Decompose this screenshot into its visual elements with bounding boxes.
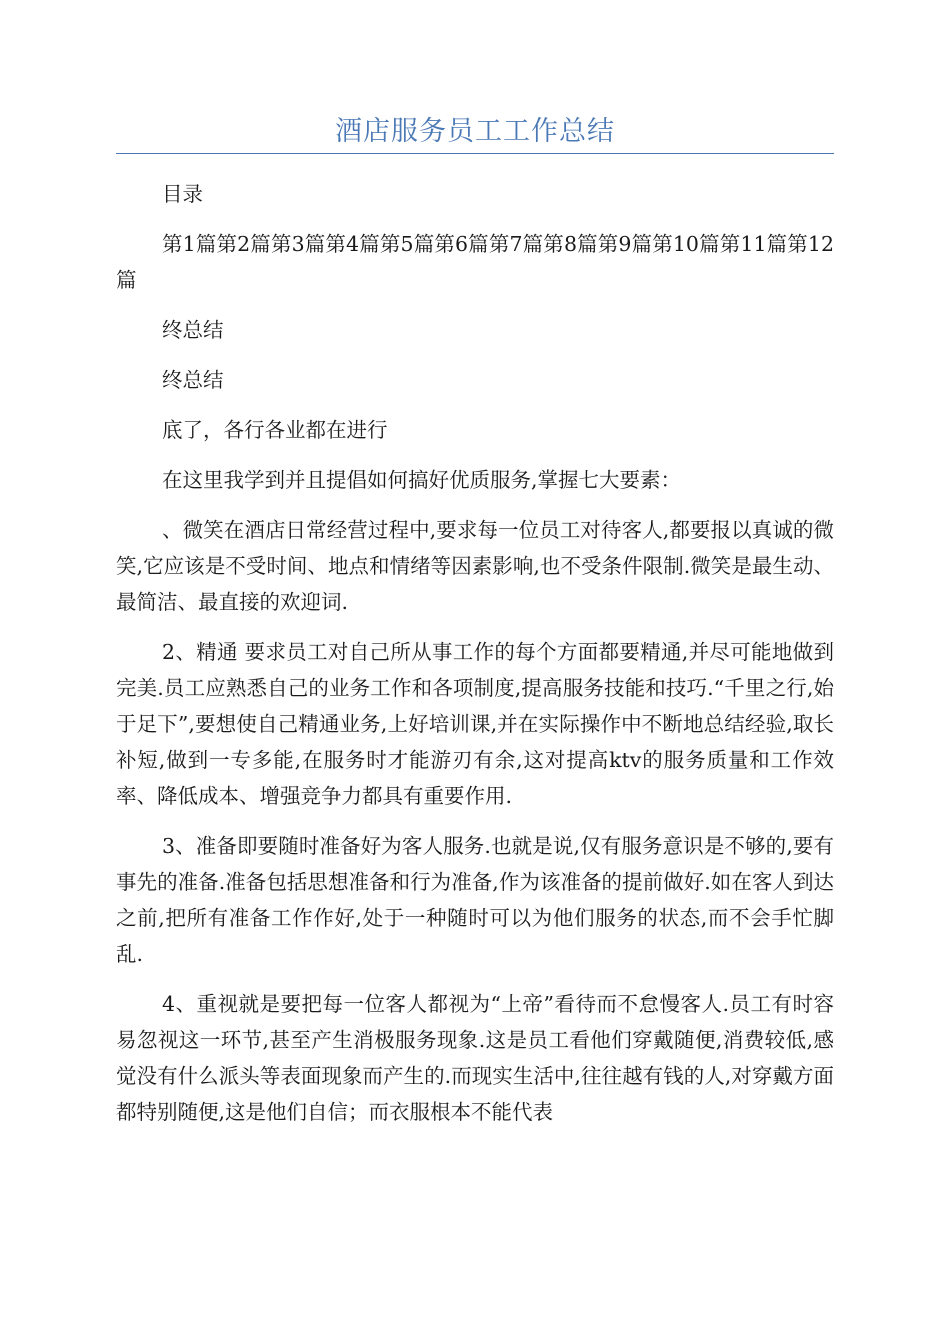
paragraph: 底了，各行各业都在进行 (162, 418, 388, 442)
toc-list: 第1篇第2篇第3篇第4篇第5篇第6篇第7篇第8篇第9篇第10篇第11篇第12篇 (116, 232, 834, 292)
paragraph: 在这里我学到并且提倡如何搞好优质服务,掌握七大要素： (162, 468, 682, 492)
paragraph: 终总结 (162, 318, 224, 342)
paragraph: 2、精通 要求员工对自己所从事工作的每个方面都要精通,并尽可能地做到完美.员工应熟悉自己的业务工作和各项制度,提高服务技能和技巧.“千里之行,始于足下”,要想使自己精通业务,上好培训课,并在实际操作中不断地总结经验,取长补短,做到一专多能,在服务时才能游刃有余,这对提高ktv的服务质量和工作效率、降低成本、增强竞争力都具有重要作用. (116, 640, 834, 808)
paragraph: 、微笑在酒店日常经营过程中,要求每一位员工对待客人,都要报以真诚的微笑,它应该是不受时间、地点和情绪等因素影响,也不受条件限制.微笑是最生动、最简洁、最直接的欢迎词. (116, 518, 834, 614)
document-body (116, 176, 834, 1144)
title-underline (116, 153, 834, 154)
toc-heading: 目录 (162, 182, 203, 206)
paragraph: 终总结 (162, 368, 224, 392)
document-title: 酒店服务员工工作总结 (335, 116, 615, 147)
paragraph: 3、准备即要随时准备好为客人服务.也就是说,仅有服务意识是不够的,要有事先的准备.准备包括思想准备和行为准备,作为该准备的提前做好.如在客人到达之前,把所有准备工作作好,处于一种随时可以为他们服务的状态,而不会手忙脚乱. (116, 834, 834, 966)
paragraph: 4、重视就是要把每一位客人都视为“上帝”看待而不怠慢客人.员工有时容易忽视这一环节,甚至产生消极服务现象.这是员工看他们穿戴随便,消费较低,感觉没有什么派头等表面现象而产生的.而现实生活中,往往越有钱的人,对穿戴方面都特别随便,这是他们自信；而衣服根本不能代表 (116, 992, 834, 1124)
